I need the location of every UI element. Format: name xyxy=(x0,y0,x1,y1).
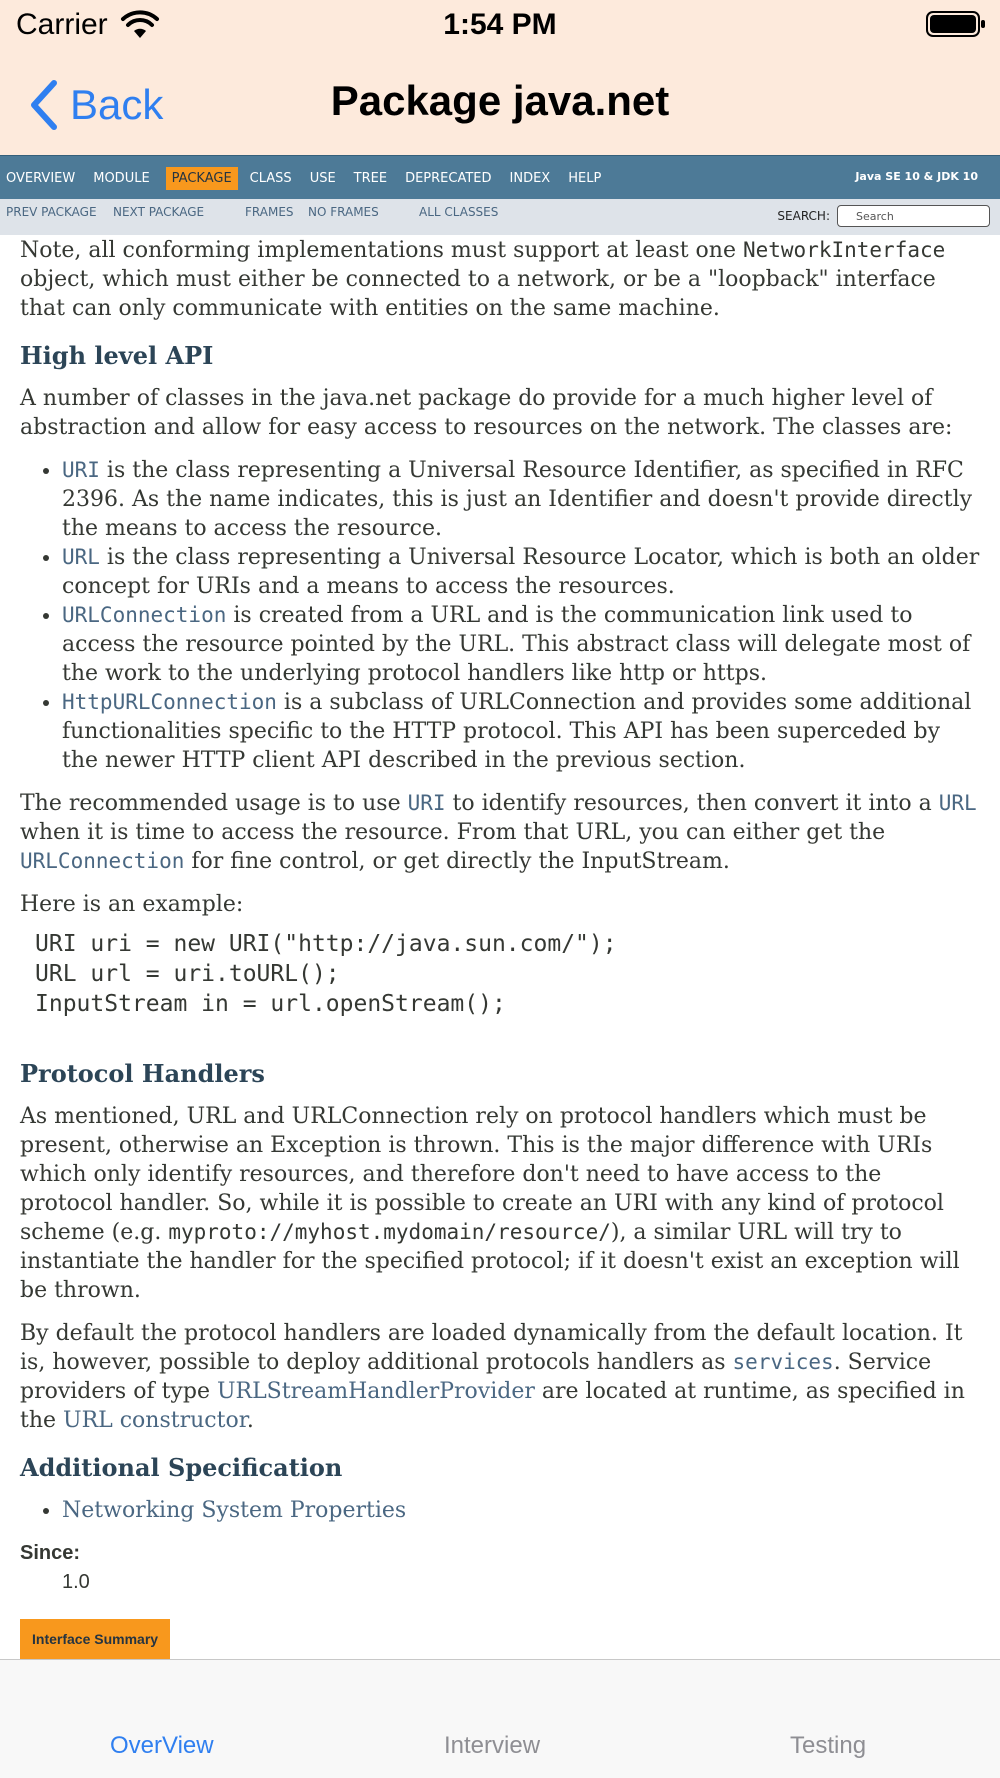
usage-text-b: to identify resources, then convert it into a xyxy=(445,791,939,816)
nav-item-package: PACKAGE xyxy=(166,167,238,190)
intro-text-a: Note, all conforming implementations must support at least one xyxy=(20,238,743,263)
intro-text-b: object, which must either be connected to a network, or be a "loopback" interface that can only communicate with entities on the same machine. xyxy=(20,267,936,321)
usage-text-c: when it is time to access the resource. From that URL, you can either get the xyxy=(20,820,886,845)
usage-urlconnection-link[interactable]: URLConnection xyxy=(20,849,185,873)
url-link[interactable]: URL xyxy=(62,545,100,569)
battery-icon xyxy=(926,10,986,38)
javadoc-sub-nav xyxy=(0,199,1000,235)
usage-text-a: The recommended usage is to use xyxy=(20,791,408,816)
nav-item-deprecated[interactable]: DEPRECATED xyxy=(405,170,492,186)
additional-specification-heading: Additional Specification xyxy=(20,1453,343,1482)
all-classes-link[interactable]: ALL CLASSES xyxy=(419,205,499,219)
status-time: 1:54 PM xyxy=(443,8,557,41)
list-item xyxy=(62,1496,980,1525)
carrier-label: Carrier xyxy=(16,8,108,41)
intro-paragraph xyxy=(20,236,980,323)
no-frames-link[interactable]: NO FRAMES xyxy=(308,205,379,219)
tab-overview[interactable]: OverView xyxy=(110,1732,214,1759)
search-label: SEARCH: xyxy=(777,209,830,223)
navigation-bar xyxy=(0,55,1000,151)
nav-item-use[interactable]: USE xyxy=(309,170,336,186)
urlconnection-link[interactable]: URLConnection xyxy=(62,603,227,627)
usage-text-d: for fine control, or get directly the InputStream. xyxy=(184,849,730,874)
classes-list xyxy=(62,456,980,775)
tab-bar xyxy=(0,1659,1000,1778)
default-text-d: . xyxy=(246,1408,254,1433)
package-description xyxy=(20,236,980,1660)
urlconnection-description: is created from a URL and is the communication link used to access the resource pointed by the URL. This abstract class will delegate most of the work to the underlying protocol handlers like http or https. xyxy=(62,603,971,686)
list-item xyxy=(62,543,980,601)
list-item xyxy=(62,601,980,688)
nav-item-tree[interactable]: TREE xyxy=(353,170,388,186)
protocol-handlers-paragraph xyxy=(20,1102,980,1305)
list-item xyxy=(62,688,980,775)
uri-description: is the class representing a Universal Resource Identifier, as specified in RFC 2396. As the name indicates, this is just an Identifier and doesn't provide directly the means to access the resource. xyxy=(62,458,973,541)
usage-url-link[interactable]: URL xyxy=(938,791,977,815)
default-handlers-paragraph xyxy=(20,1319,980,1435)
url-constructor-link[interactable]: URL constructor xyxy=(63,1408,247,1433)
myproto-code: myproto://myhost.mydomain/resource/ xyxy=(168,1220,611,1244)
since-label: Since: xyxy=(20,1542,81,1564)
protocol-handlers-heading: Protocol Handlers xyxy=(20,1059,265,1088)
protocol-text-a: As mentioned, URL and URLConnection rely on protocol handlers which must be present, otherwise an Exception is thrown. This is the major difference with URIs which only identify resources, and therefore don't need to have access to the protocol handler. So, while it is possible to create an URI with any kind of protocol scheme (e.g. xyxy=(20,1104,944,1245)
nav-item-index[interactable]: INDEX xyxy=(509,170,551,186)
default-text-b: . Service providers of type xyxy=(20,1350,932,1404)
list-item xyxy=(62,456,980,543)
nav-item-module[interactable]: MODULE xyxy=(93,170,150,186)
javadoc-nav-list xyxy=(0,156,619,200)
additional-spec-list xyxy=(62,1496,980,1525)
urlstreamhandlerprovider-link[interactable]: URLStreamHandlerProvider xyxy=(216,1379,535,1404)
services-link[interactable]: services xyxy=(732,1350,834,1374)
high-level-api-heading: High level API xyxy=(20,341,214,370)
top-chrome xyxy=(0,0,1000,155)
status-bar xyxy=(0,0,1000,50)
page-title: Package java.net xyxy=(330,77,670,124)
usage-uri-link[interactable]: URI xyxy=(407,791,446,815)
javadoc-top-nav xyxy=(0,155,1000,199)
nav-item-class[interactable]: CLASS xyxy=(249,170,292,186)
next-package-link[interactable]: NEXT PACKAGE xyxy=(113,205,205,219)
high-level-api-paragraph: A number of classes in the java.net package do provide for a much higher level of abstraction and allow for easy access to resources on the network. The classes are: xyxy=(20,386,953,440)
network-interface-code: NetworkInterface xyxy=(742,238,946,262)
usage-paragraph xyxy=(20,789,980,876)
frames-link[interactable]: FRAMES xyxy=(245,205,294,219)
networking-properties-link[interactable]: Networking System Properties xyxy=(62,1498,407,1523)
javadoc-about-label: Java SE 10 & JDK 10 xyxy=(855,170,978,183)
httpurlconnection-link[interactable]: HttpURLConnection xyxy=(62,690,277,714)
default-text-c: are located at runtime, as specified in the xyxy=(20,1379,965,1433)
example-label: Here is an example: xyxy=(20,892,244,917)
nav-item-overview[interactable]: OVERVIEW xyxy=(6,170,76,186)
since-value: 1.0 xyxy=(62,1571,90,1593)
nav-item-help[interactable]: HELP xyxy=(568,170,602,186)
url-description: is the class representing a Universal Resource Locator, which is both an older concept for URIs and a means to access the resources. xyxy=(62,545,980,599)
tab-interview[interactable]: Interview xyxy=(444,1732,541,1759)
tab-testing[interactable]: Testing xyxy=(790,1732,867,1759)
default-text-a: By default the protocol handlers are loaded dynamically from the default location. It is, however, possible to deploy additional protocols handlers as xyxy=(20,1321,963,1375)
prev-package-link[interactable]: PREV PACKAGE xyxy=(6,205,97,219)
search-input[interactable] xyxy=(837,205,990,227)
back-label: Back xyxy=(70,81,164,128)
interface-summary-caption: Interface Summary xyxy=(20,1619,170,1661)
protocol-text-b: ), a similar URL will try to instantiate the handler for the specified protocol; if it doesn't exist an exception will be thrown. xyxy=(20,1220,960,1303)
uri-link[interactable]: URI xyxy=(62,458,100,482)
example-code-block: URI uri = new URI("http://java.sun.com/"); URL url = uri.toURL(); InputStream in = url.openStream(); xyxy=(35,931,617,1017)
httpurlconnection-description: is a subclass of URLConnection and provides some additional functionalities specific to the HTTP protocol. This API has been superceded by the newer HTTP client API described in the previous section. xyxy=(62,690,972,773)
